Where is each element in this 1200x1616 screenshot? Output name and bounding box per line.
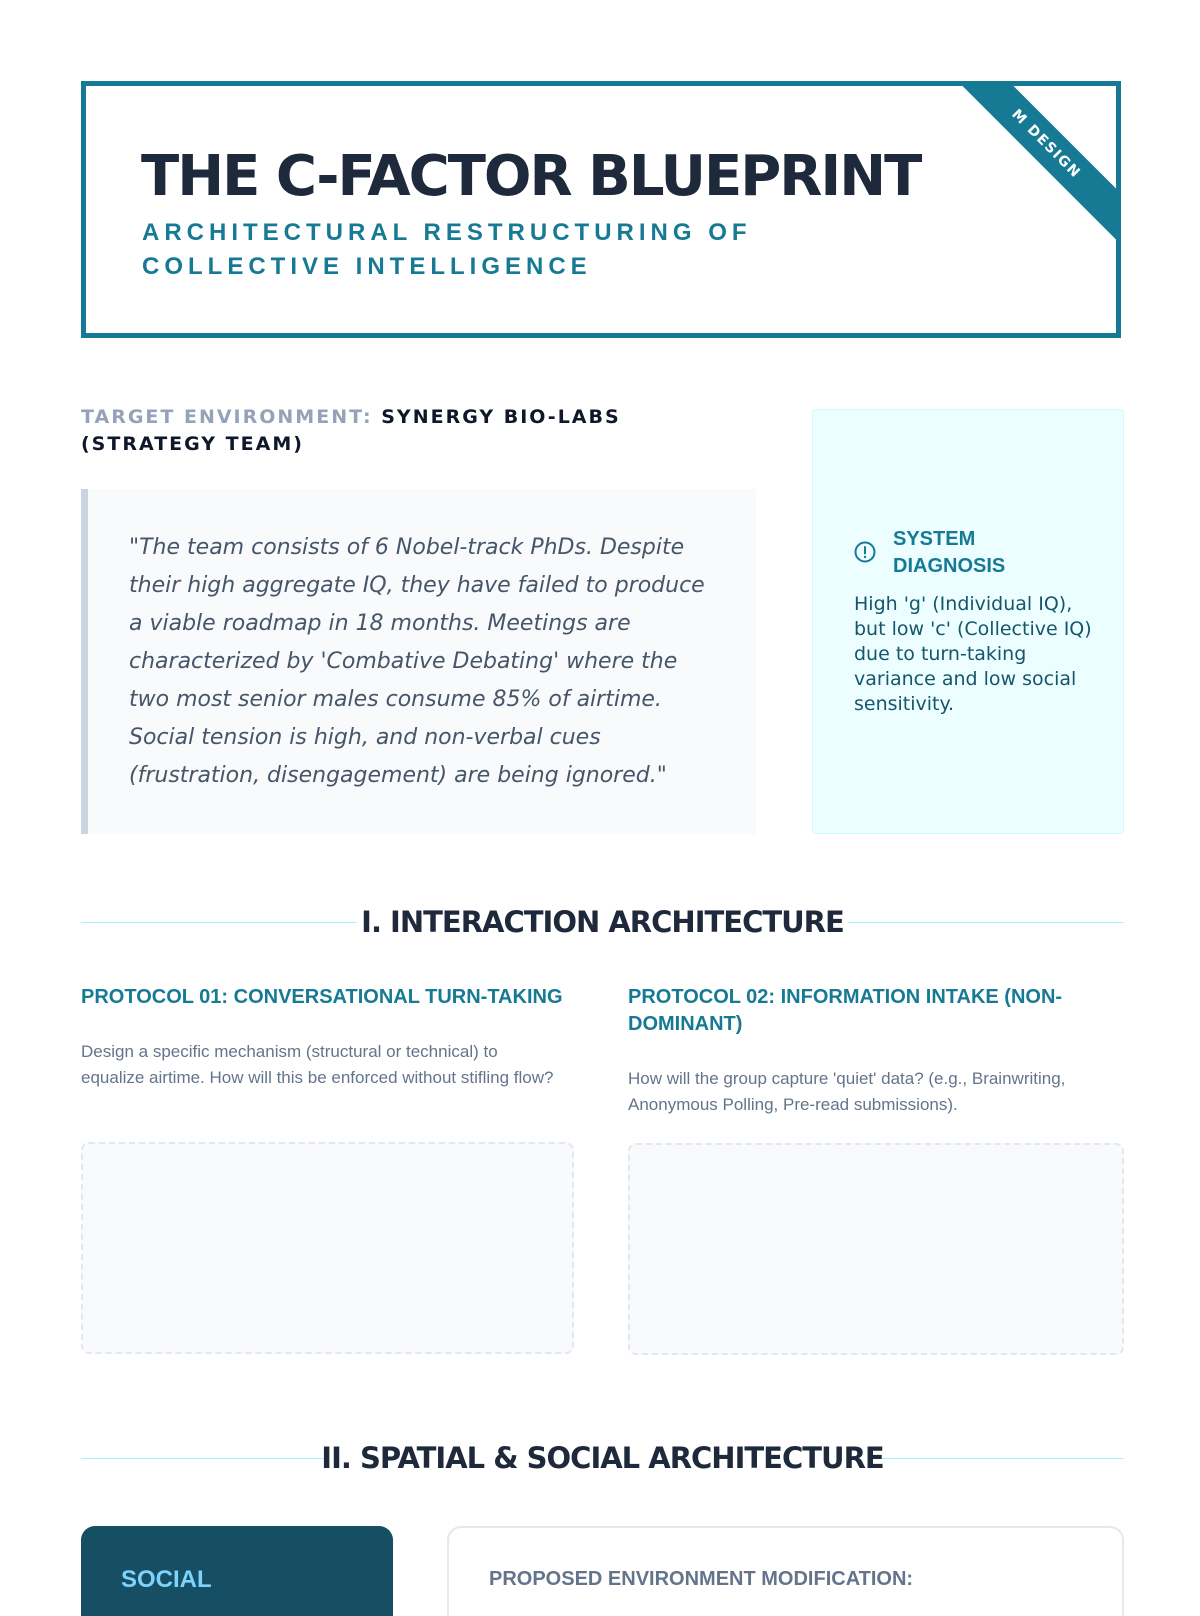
environment-modification-card (447, 1526, 1124, 1616)
page-title: THE C-FACTOR BLUEPRINT (141, 144, 921, 209)
case-quote-text: "The team consists of 6 Nobel-track PhDs. Despite their high aggregate IQ, they have failed to produce a viable roadmap in 18 months. Meetings are characterized by 'Combative Debating' where the two most senior males consume 85% of airtime. Social tension is high, and non-verbal cues (frustration, disengagement) are being ignored." (129, 535, 705, 788)
ribbon-tip (1080, 86, 1116, 122)
social-card-title: SOCIAL (121, 1566, 212, 1593)
protocol-01-answer-box[interactable] (81, 1142, 574, 1354)
diagnosis-title: SYSTEM DIAGNOSIS (893, 528, 1006, 577)
protocol-02-title: PROTOCOL 02: INFORMATION INTAKE (NON-DOMINANT) (628, 986, 1063, 1035)
section-heading: II. SPATIAL & SOCIAL ARCHITECTURE (321, 1441, 884, 1475)
alert-circle-icon (854, 541, 876, 563)
environment-modification-title: PROPOSED ENVIRONMENT MODIFICATION: (489, 1568, 914, 1590)
diagnosis-body: High 'g' (Individual IQ), but low 'c' (Collective IQ) due to turn-taking variance and low social sensitivity. (854, 593, 1092, 715)
target-value: SYNERGY BIO-LABS (STRATEGY TEAM) (81, 406, 621, 455)
corner-ribbon: M DESIGN (941, 81, 1121, 249)
system-diagnosis-card (812, 409, 1124, 834)
page-subtitle: ARCHITECTURAL RESTRUCTURING OF COLLECTIVE INTELLIGENCE (142, 219, 752, 280)
section-interaction-architecture (81, 902, 1124, 942)
section-spatial-social-architecture (81, 1438, 1124, 1478)
social-card (81, 1526, 393, 1616)
section-heading: I. INTERACTION ARCHITECTURE (361, 905, 844, 939)
protocol-01-description: Design a specific mechanism (structural or technical) to equalize airtime. How will this be enforced without stifling flow? (81, 1042, 554, 1087)
target-environment (81, 404, 761, 458)
case-quote-block (81, 489, 756, 834)
protocol-01-title: PROTOCOL 01: CONVERSATIONAL TURN-TAKING (81, 986, 563, 1008)
target-label: TARGET ENVIRONMENT: (81, 406, 373, 428)
header-card (81, 81, 1121, 338)
protocol-02-description: How will the group capture 'quiet' data? (e.g., Brainwriting, Anonymous Polling, Pre-read submissions). (628, 1069, 1066, 1114)
protocol-02-answer-box[interactable] (628, 1143, 1124, 1355)
